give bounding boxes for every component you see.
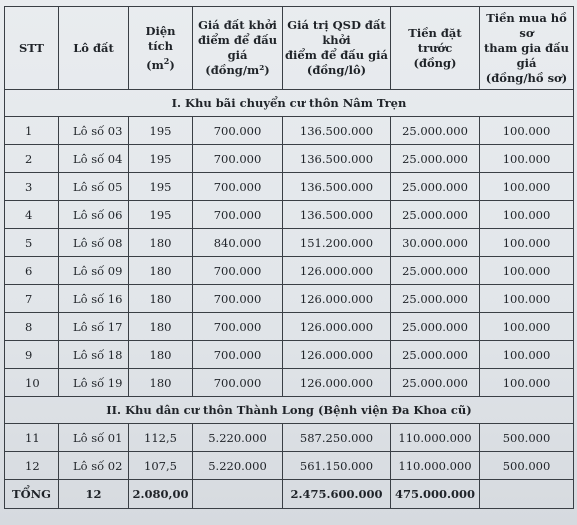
- row-lot: Lô số 08: [59, 229, 129, 257]
- row-stt: 11: [5, 424, 59, 452]
- row-area: 180: [129, 257, 193, 285]
- row-stt: 2: [5, 145, 59, 173]
- row-price: 700.000: [193, 369, 283, 397]
- row-price: 700.000: [193, 117, 283, 145]
- header-fee: Tiền mua hồ sơ tham gia đấu giá (đồng/hồ sơ): [480, 7, 574, 90]
- row-lot: Lô số 16: [59, 285, 129, 313]
- row-price: 700.000: [193, 173, 283, 201]
- row-lot: Lô số 01: [59, 424, 129, 452]
- row-stt: 4: [5, 201, 59, 229]
- row-price: 700.000: [193, 145, 283, 173]
- row-area: 107,5: [129, 452, 193, 480]
- row-lot: Lô số 02: [59, 452, 129, 480]
- table-row: [5, 145, 574, 173]
- table-row: [5, 257, 574, 285]
- table-row: [5, 341, 574, 369]
- row-value: 561.150.000: [283, 452, 391, 480]
- row-fee: 500.000: [480, 452, 574, 480]
- header-area: Diện tích $(m^2)$: [129, 7, 193, 90]
- row-lot: Lô số 06: [59, 201, 129, 229]
- row-fee: 100.000: [480, 117, 574, 145]
- row-fee: 100.000: [480, 369, 574, 397]
- total-fee: [480, 480, 574, 509]
- row-deposit: 25.000.000: [391, 257, 480, 285]
- row-price: 5.220.000: [193, 424, 283, 452]
- row-price: 700.000: [193, 341, 283, 369]
- row-stt: 8: [5, 313, 59, 341]
- row-stt: 6: [5, 257, 59, 285]
- row-area: 195: [129, 173, 193, 201]
- row-value: 136.500.000: [283, 145, 391, 173]
- row-value: 126.000.000: [283, 369, 391, 397]
- row-area: 180: [129, 285, 193, 313]
- table-row: [5, 313, 574, 341]
- row-price: 840.000: [193, 229, 283, 257]
- header-stt: STT: [5, 7, 59, 90]
- row-value: 587.250.000: [283, 424, 391, 452]
- row-stt: 7: [5, 285, 59, 313]
- header-deposit: Tiền đặt trước (đồng): [391, 7, 480, 90]
- row-lot: Lô số 09: [59, 257, 129, 285]
- section-title: II. Khu dân cư thôn Thành Long (Bệnh viện Đa Khoa cũ): [5, 397, 574, 424]
- row-deposit: 25.000.000: [391, 369, 480, 397]
- row-fee: 500.000: [480, 424, 574, 452]
- section-title: I. Khu bãi chuyển cư thôn Nâm Trẹn: [5, 90, 574, 117]
- row-price: 700.000: [193, 257, 283, 285]
- row-fee: 100.000: [480, 229, 574, 257]
- header-value: Giá trị QSD đất khởi điểm để đấu giá (đồng/lô): [283, 7, 391, 90]
- table-body: [5, 90, 574, 509]
- row-stt: 3: [5, 173, 59, 201]
- row-stt: 10: [5, 369, 59, 397]
- row-value: 136.500.000: [283, 201, 391, 229]
- row-price: 700.000: [193, 313, 283, 341]
- row-fee: 100.000: [480, 201, 574, 229]
- section-header-row: [5, 90, 574, 117]
- total-area: 2.080,00: [129, 480, 193, 509]
- row-fee: 100.000: [480, 313, 574, 341]
- table-row: [5, 173, 574, 201]
- row-deposit: 25.000.000: [391, 313, 480, 341]
- table-row: [5, 229, 574, 257]
- row-value: 151.200.000: [283, 229, 391, 257]
- row-area: 180: [129, 369, 193, 397]
- row-area: 195: [129, 145, 193, 173]
- row-deposit: 25.000.000: [391, 173, 480, 201]
- auction-lots-table: [4, 6, 574, 509]
- row-deposit: 110.000.000: [391, 452, 480, 480]
- row-area: 180: [129, 341, 193, 369]
- row-area: 180: [129, 229, 193, 257]
- row-deposit: 30.000.000: [391, 229, 480, 257]
- total-count: 12: [59, 480, 129, 509]
- table-row: [5, 369, 574, 397]
- row-lot: Lô số 19: [59, 369, 129, 397]
- row-area: 195: [129, 201, 193, 229]
- row-value: 136.500.000: [283, 117, 391, 145]
- table-row: [5, 285, 574, 313]
- total-deposit: 475.000.000: [391, 480, 480, 509]
- row-stt: 9: [5, 341, 59, 369]
- row-lot: Lô số 18: [59, 341, 129, 369]
- row-value: 126.000.000: [283, 285, 391, 313]
- row-deposit: 110.000.000: [391, 424, 480, 452]
- table-header-row: [5, 7, 574, 90]
- row-value: 126.000.000: [283, 257, 391, 285]
- total-value: 2.475.600.000: [283, 480, 391, 509]
- row-deposit: 25.000.000: [391, 201, 480, 229]
- row-price: 700.000: [193, 285, 283, 313]
- header-price: Giá đất khởi điểm để đấu giá (đồng/m²): [193, 7, 283, 90]
- row-price: 5.220.000: [193, 452, 283, 480]
- row-fee: 100.000: [480, 173, 574, 201]
- row-lot: Lô số 03: [59, 117, 129, 145]
- row-fee: 100.000: [480, 145, 574, 173]
- row-stt: 12: [5, 452, 59, 480]
- row-fee: 100.000: [480, 257, 574, 285]
- row-lot: Lô số 04: [59, 145, 129, 173]
- row-area: 195: [129, 117, 193, 145]
- total-label: TỔNG: [5, 480, 59, 509]
- total-row: [5, 480, 574, 509]
- row-area: 112,5: [129, 424, 193, 452]
- row-stt: 5: [5, 229, 59, 257]
- total-price: [193, 480, 283, 509]
- row-deposit: 25.000.000: [391, 341, 480, 369]
- row-fee: 100.000: [480, 285, 574, 313]
- header-lot: Lô đất: [59, 7, 129, 90]
- row-area: 180: [129, 313, 193, 341]
- row-stt: 1: [5, 117, 59, 145]
- table-row: [5, 201, 574, 229]
- table-row: [5, 117, 574, 145]
- row-lot: Lô số 05: [59, 173, 129, 201]
- row-value: 126.000.000: [283, 313, 391, 341]
- table-row: [5, 424, 574, 452]
- row-price: 700.000: [193, 201, 283, 229]
- row-deposit: 25.000.000: [391, 145, 480, 173]
- row-deposit: 25.000.000: [391, 117, 480, 145]
- row-deposit: 25.000.000: [391, 285, 480, 313]
- table-row: [5, 452, 574, 480]
- section-header-row: [5, 397, 574, 424]
- row-value: 136.500.000: [283, 173, 391, 201]
- row-lot: Lô số 17: [59, 313, 129, 341]
- row-fee: 100.000: [480, 341, 574, 369]
- row-value: 126.000.000: [283, 341, 391, 369]
